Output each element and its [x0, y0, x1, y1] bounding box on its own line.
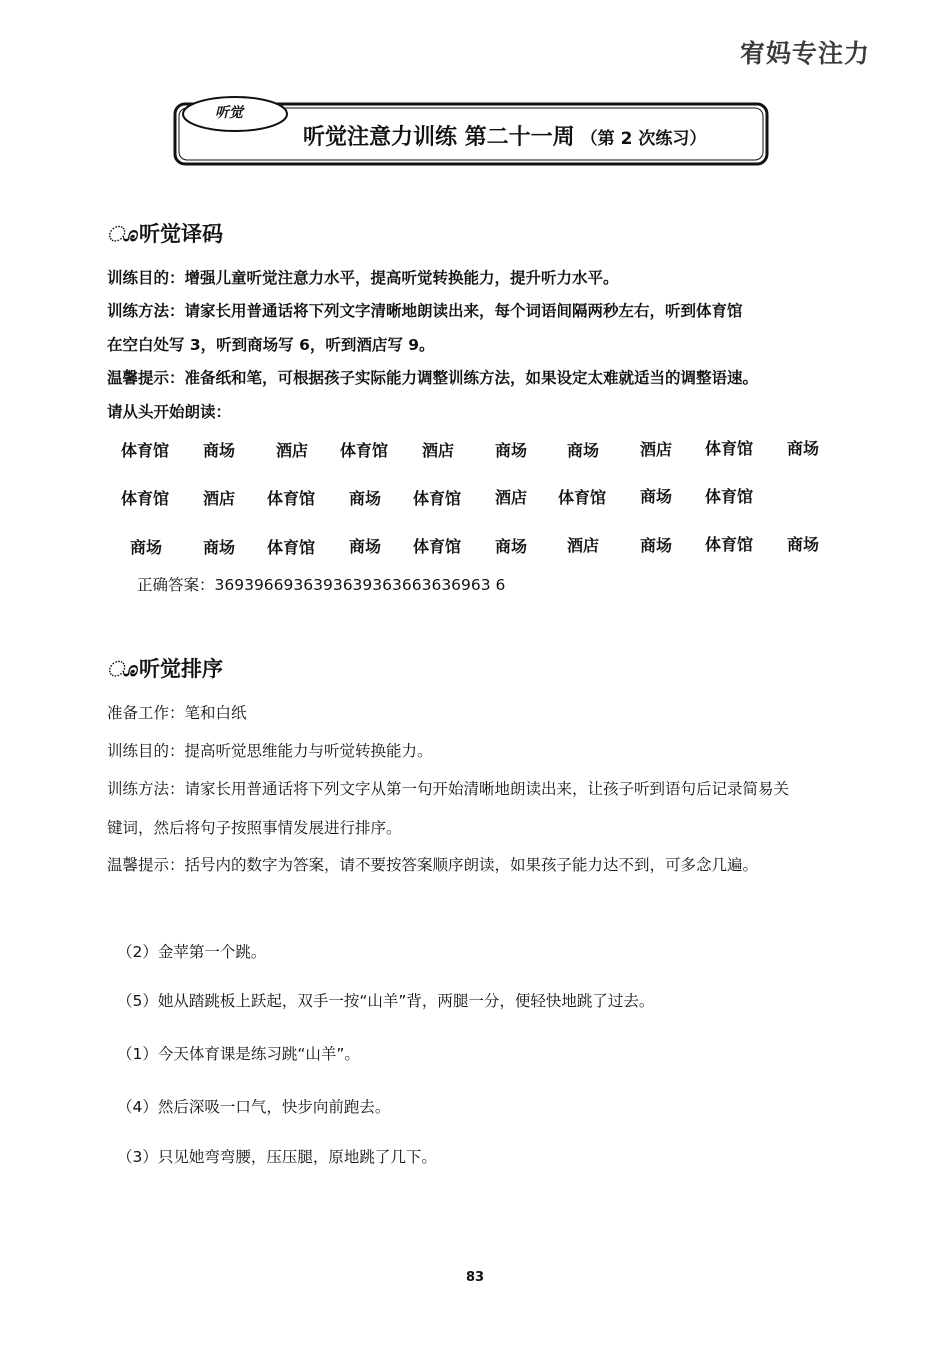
word-item: 酒店	[276, 441, 309, 460]
section2-method-2: 键词，然后将句子按照事情发展进行排序。	[107, 819, 402, 837]
brand-title: 宥妈专注力	[739, 39, 870, 68]
word-item: 体育馆	[705, 487, 754, 506]
word-item: 酒店	[495, 488, 528, 507]
word-item: 酒店	[203, 489, 236, 508]
word-item: 商场	[567, 441, 600, 460]
section2-tip: 温馨提示：括号内的数字为答案，请不要按答案顺序朗读，如果孩子能力达不到，可多念几遍。	[107, 856, 759, 874]
word-item: 商场	[640, 536, 673, 555]
word-item: 体育馆	[267, 538, 316, 557]
section2-title: 听觉排序	[139, 657, 224, 681]
section1-answer: 正确答案：3693966936393639363663636963 6	[137, 576, 506, 594]
word-item: 商场	[203, 538, 236, 557]
sentence-item: （3）只见她弯弯腰，压压腿，原地跳了几下。	[117, 1148, 437, 1166]
banner-subtitle: （第 2 次练习）	[580, 129, 707, 149]
sentence-item: （4）然后深吸一口气，快步向前跑去。	[117, 1098, 391, 1116]
word-item: 商场	[640, 487, 673, 506]
section2-method-1: 训练方法：请家长用普通话将下列文字从第一句开始清晰地朗读出来，让孩子听到语句后记录简易关	[107, 780, 790, 798]
word-item: 酒店	[567, 536, 600, 555]
page-number: 83	[466, 1270, 485, 1285]
word-item: 商场	[203, 441, 236, 460]
word-item: 体育馆	[705, 535, 754, 554]
section2-prep: 准备工作：笔和白纸	[107, 704, 247, 722]
sentence-item: （1）今天体育课是练习跳“山羊”。	[117, 1045, 360, 1063]
ear-icon: ೂ	[107, 221, 138, 246]
word-item: 商场	[787, 535, 820, 554]
section1-start: 请从头开始朗读：	[107, 403, 232, 421]
word-item: 体育馆	[121, 489, 170, 508]
sentence-item: （2）金苹第一个跳。	[117, 943, 267, 961]
word-item: 商场	[349, 537, 382, 556]
word-item: 商场	[130, 538, 163, 557]
word-item: 商场	[495, 537, 528, 556]
title-banner	[173, 94, 770, 168]
section2-purpose: 训练目的：提高听觉思维能力与听觉转换能力。	[107, 742, 433, 760]
word-item: 体育馆	[340, 441, 389, 460]
word-item: 商场	[349, 489, 382, 508]
word-item: 体育馆	[705, 439, 754, 458]
ear-icon: ೂ	[107, 656, 138, 681]
banner-title-text: 听觉注意力训练 第二十一周	[303, 125, 575, 150]
page-title	[303, 120, 706, 151]
section1-title: 听觉译码	[139, 222, 224, 246]
section1-heading	[107, 218, 223, 248]
section1-tip: 温馨提示：准备纸和笔，可根据孩子实际能力调整训练方法，如果设定太难就适当的调整语速。	[107, 369, 759, 387]
word-item: 体育馆	[121, 441, 170, 460]
word-item: 酒店	[640, 440, 673, 459]
section1-purpose: 训练目的：增强儿童听觉注意力水平，提高听觉转换能力，提升听力水平。	[107, 269, 619, 287]
word-item: 体育馆	[558, 488, 607, 507]
banner-tag: 听觉	[215, 105, 243, 121]
word-item: 商场	[495, 441, 528, 460]
sentence-item: （5）她从踏跳板上跃起，双手一按“山羊”背，两腿一分，便轻快地跳了过去。	[117, 992, 655, 1010]
word-item: 体育馆	[413, 489, 462, 508]
section1-method-1: 训练方法：请家长用普通话将下列文字清晰地朗读出来，每个词语间隔两秒左右，听到体育馆	[107, 302, 743, 320]
word-item: 体育馆	[267, 489, 316, 508]
word-item: 体育馆	[413, 537, 462, 556]
word-item: 酒店	[422, 441, 455, 460]
section2-heading	[107, 653, 223, 683]
word-item: 商场	[787, 439, 820, 458]
section1-method-2: 在空白处写 3，听到商场写 6，听到酒店写 9。	[107, 336, 435, 354]
